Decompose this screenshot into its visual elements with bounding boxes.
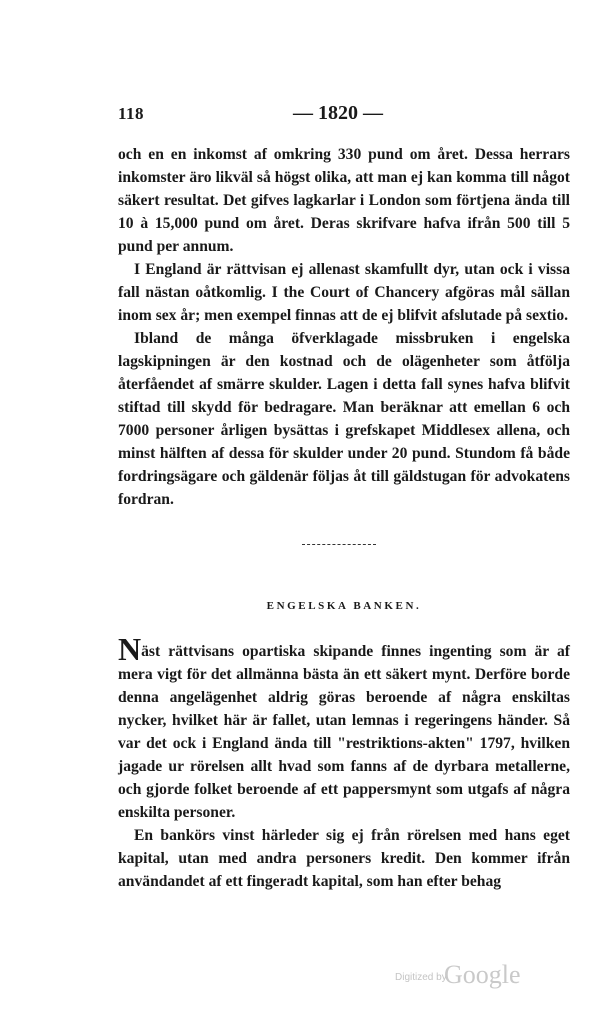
page-number: 118 (118, 104, 145, 123)
running-head: — 1820 — (293, 102, 383, 124)
paragraph: I England är rättvisan ej allenast skamfullt dyr, utan ock i vissa fall nästan oåtkomlig. I the Court of Chancery afgöras mål sällan inom sex år; men exempel finnas att de ej blifvit afslutade på sextio. (118, 261, 570, 324)
body-text-top (118, 143, 570, 511)
section-heading: ENGELSKA BANKEN. (266, 600, 422, 612)
paragraph (118, 631, 570, 824)
section-divider (302, 544, 376, 545)
paragraph-text: äst rättvisans opartiska skipande finnes ingenting som är af mera vigt för det allmänna bästa än ett säkert mynt. Derföre borde denna angelägenhet aldrig göras beroende af några enskiltas nycker, hvilket här är fallet, utan lemnas i regeringens händer. Så var det ock i England ända till "restriktions-akten" 1797, hvilken jagade ur rörelsen allt hvad som fanns af de dyrbara metallerne, och gjorde folket beroende af ett pappersmynt som utgafs af några enskilta personer. (118, 643, 570, 821)
paragraph: och en en inkomst af omkring 330 pund om året. Dessa herrars inkomster äro likväl så högst olika, att man ej kan komma till något säkert resultat. Det gifves lagkarlar i London som förtjena ända till 10 à 15,000 pund om året. Deras skrifvare hafva ifrån 500 till 5 pund per annum. (118, 146, 570, 255)
digitized-by-label: Digitized by (395, 972, 447, 983)
google-watermark: Google (444, 960, 521, 989)
paragraph: En bankörs vinst härleder sig ej från rörelsen med hans eget kapital, utan med andra personers kredit. Den kommer ifrån användandet af ett fingeradt kapital, som han efter behag (118, 827, 570, 890)
page-header (118, 104, 570, 128)
paragraph: Ibland de många öfverklagade missbruken i engelska lagskipningen är den kostnad och de olägenheter som åtfölja återfåendet af smärre skulder. Lagen i detta fall synes hafva blifvit stiftad till skydd för bedragare. Man beräknar att emellan 6 och 7000 personer årligen bysättas i grefskapet Middlesex allena, och minst hälften af dessa för skulder under 20 pund. Stundom få både fordringsägare och gäldenär följas åt till gäldstugan för advokatens fordran. (118, 330, 570, 508)
drop-cap: N (118, 631, 142, 667)
body-text-bottom (118, 631, 570, 893)
